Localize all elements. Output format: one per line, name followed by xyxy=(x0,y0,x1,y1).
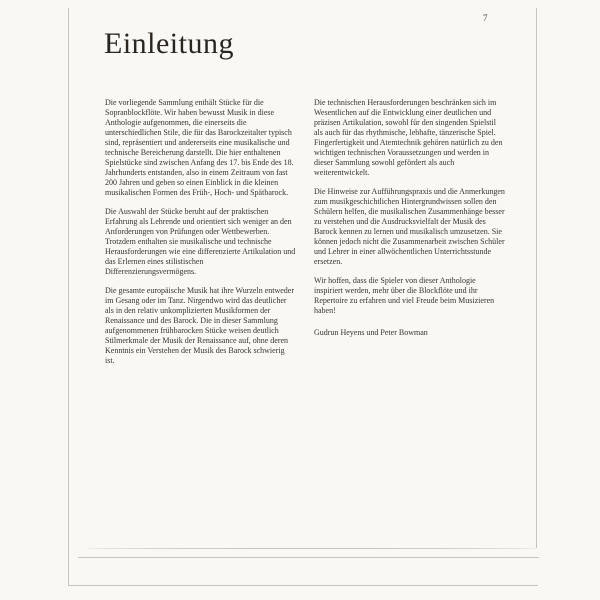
page-edge-line-bottom-mid xyxy=(78,557,539,558)
page-edge-line-bottom-outer xyxy=(68,585,538,586)
paragraph: Die technischen Herausforderungen beschränken sich im Wesentlichen auf die Entwicklung einer deutlichen und präzisen Artikulation, sowohl für den singenden Spielstil als auch für das rhythmische, lebhafte, tänzerische Spiel. Fingerfertigkeit und Atemtechnik gehören natürlich zu den wichtigen technischen Voraussetzungen und werden in dieser Sammlung sowohl gefördert als auch weiterentwickelt. xyxy=(314,98,503,177)
right-column xyxy=(314,98,505,375)
left-column xyxy=(105,98,296,375)
paragraph: Die gesamte europäische Musik hat ihre Wurzeln entweder im Gesang oder im Tanz. Nirgendwo wird das deutlicher als in den relativ unkomplizierten Musikformen der Renaissance und des Barock. Die in dieser Sammlung aufgenommenen frühbarocken Stücke weisen deutlich Stilmerkmale der Musik der Renaissance auf, ohne deren Kenntnis ein Verstehen der Musik des Barock schwierig ist. xyxy=(105,286,295,365)
page-number: 7 xyxy=(483,13,488,23)
paragraph: Die Hinweise zur Aufführungspraxis und die Anmerkungen zum musikgeschichtlichen Hintergrundwissen sollen den Schülern helfen, die musikalischen Zusammenhänge besser zu verstehen und die Ausdrucksvielfalt der Musik des Barock kennen zu lernen und musikalisch umzusetzen. Sie können jedoch nicht die Zusammenarbeit zwischen Schüler und Lehrer in einer allwöchentlichen Unterrichtsstunde ersetzen. xyxy=(314,187,505,266)
paragraph: Wir hoffen, dass die Spieler von dieser Anthologie inspiriert werden, mehr über die Blockflöte und ihr Repertoire zu erfahren und viel Freude beim Musizieren haben! xyxy=(314,276,495,315)
page-edge-line-left xyxy=(68,8,69,586)
page-edge-line-bottom-inner xyxy=(86,548,538,549)
page-title: Einleitung xyxy=(104,27,234,60)
paragraph: Die vorliegende Sammlung enthält Stücke für die Sopranblockflöte. Wir haben bewusst Musik in diese Anthologie aufgenommen, die einerseits die unterschiedlichen Stile, die für das Barockzeitalter typisch sind, repräsentiert und andererseits eine musikalische und technische Bereicherung darstellt. Die hier enthaltenen Spielstücke sind zwischen Anfang des 17. bis Ende des 18. Jahrhunderts entstanden, also in einem Zeitraum von fast 200 Jahren und geben so einen Einblick in die kleinen musikalischen Formen des Früh-, Hoch- und Spätbarock. xyxy=(105,98,294,197)
text-columns xyxy=(105,98,505,375)
page-edge-line-right xyxy=(536,8,537,548)
paragraph: Die Auswahl der Stücke beruht auf der praktischen Erfahrung als Lehrende und orientiert sich weniger an den Anforderungen von Prüfungen oder Wettbewerben. Trotzdem enthalten sie musikalische und technische Herausforderungen wie eine differenzierte Artikulation und das Erlernen eines stilistischen Differenzierungsvermögens. xyxy=(105,207,296,276)
author-signature: Gudrun Heyens und Peter Bowman xyxy=(314,328,428,337)
